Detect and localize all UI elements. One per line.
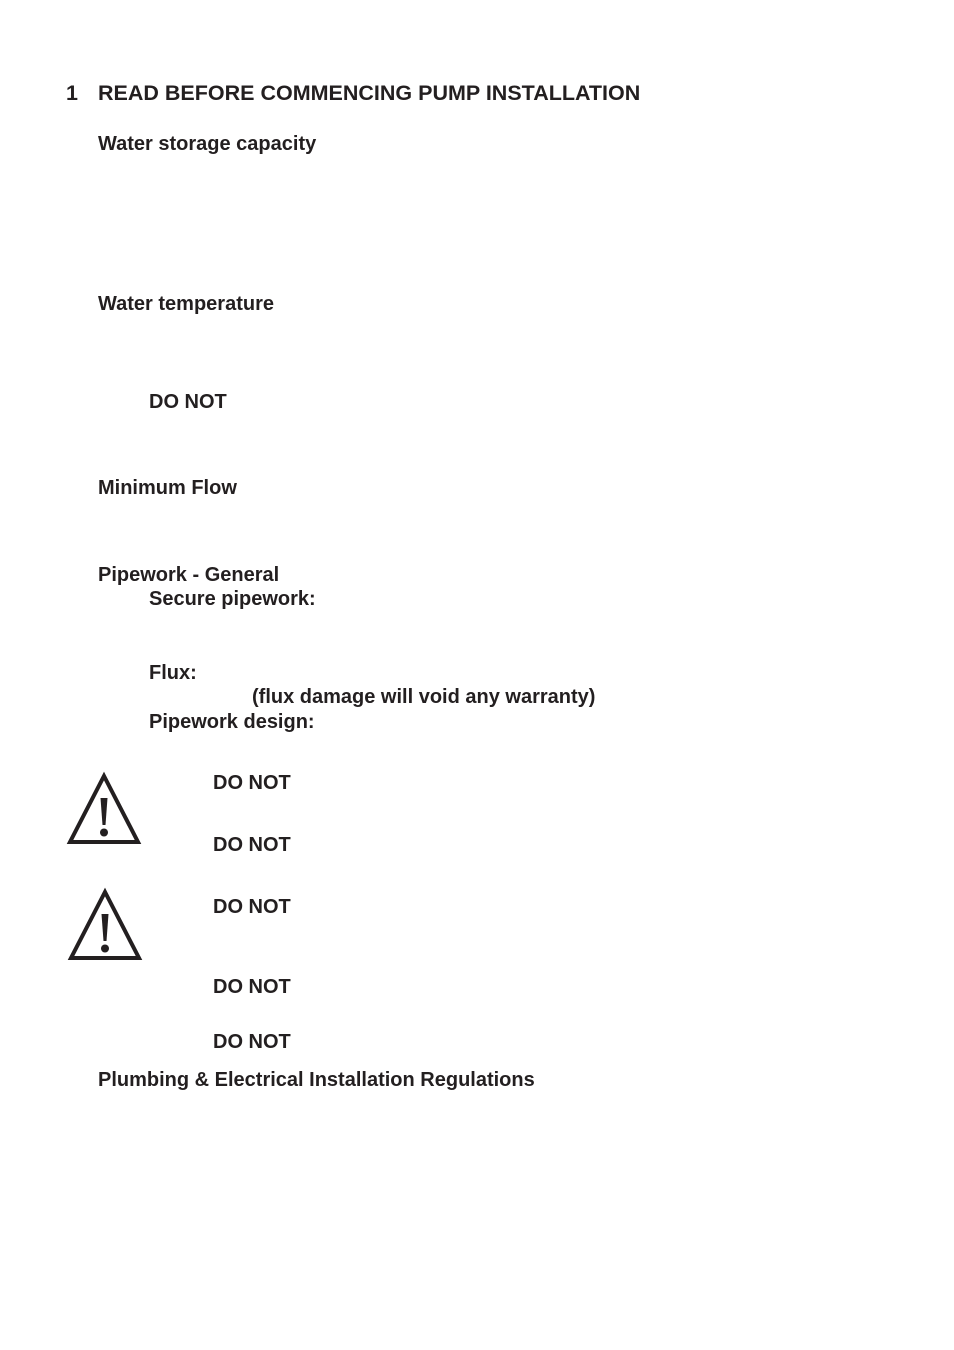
- section-number: 1: [66, 81, 78, 105]
- warning-do-not-2: DO NOT: [213, 834, 291, 856]
- pipework-flux-note: (flux damage will void any warranty): [252, 686, 596, 708]
- heading-water-storage: Water storage capacity: [98, 133, 317, 155]
- warning-triangle-icon: [67, 886, 143, 964]
- heading-minimum-flow: Minimum Flow: [98, 477, 237, 499]
- warning-triangle-icon: [66, 770, 142, 848]
- heading-pipework-general: Pipework - General: [98, 564, 280, 586]
- section-title: READ BEFORE COMMENCING PUMP INSTALLATION: [98, 81, 641, 105]
- pipework-flux: Flux:: [149, 662, 197, 684]
- pipework-secure: Secure pipework:: [149, 588, 316, 610]
- pipework-design: Pipework design:: [149, 711, 315, 733]
- warning-do-not-5: DO NOT: [213, 1031, 291, 1053]
- heading-regulations: Plumbing & Electrical Installation Regulations: [98, 1069, 535, 1091]
- heading-water-temperature: Water temperature: [98, 293, 274, 315]
- warning-do-not-1: DO NOT: [213, 772, 291, 794]
- temperature-do-not: DO NOT: [149, 391, 227, 413]
- warning-do-not-3: DO NOT: [213, 896, 291, 918]
- warning-do-not-4: DO NOT: [213, 976, 291, 998]
